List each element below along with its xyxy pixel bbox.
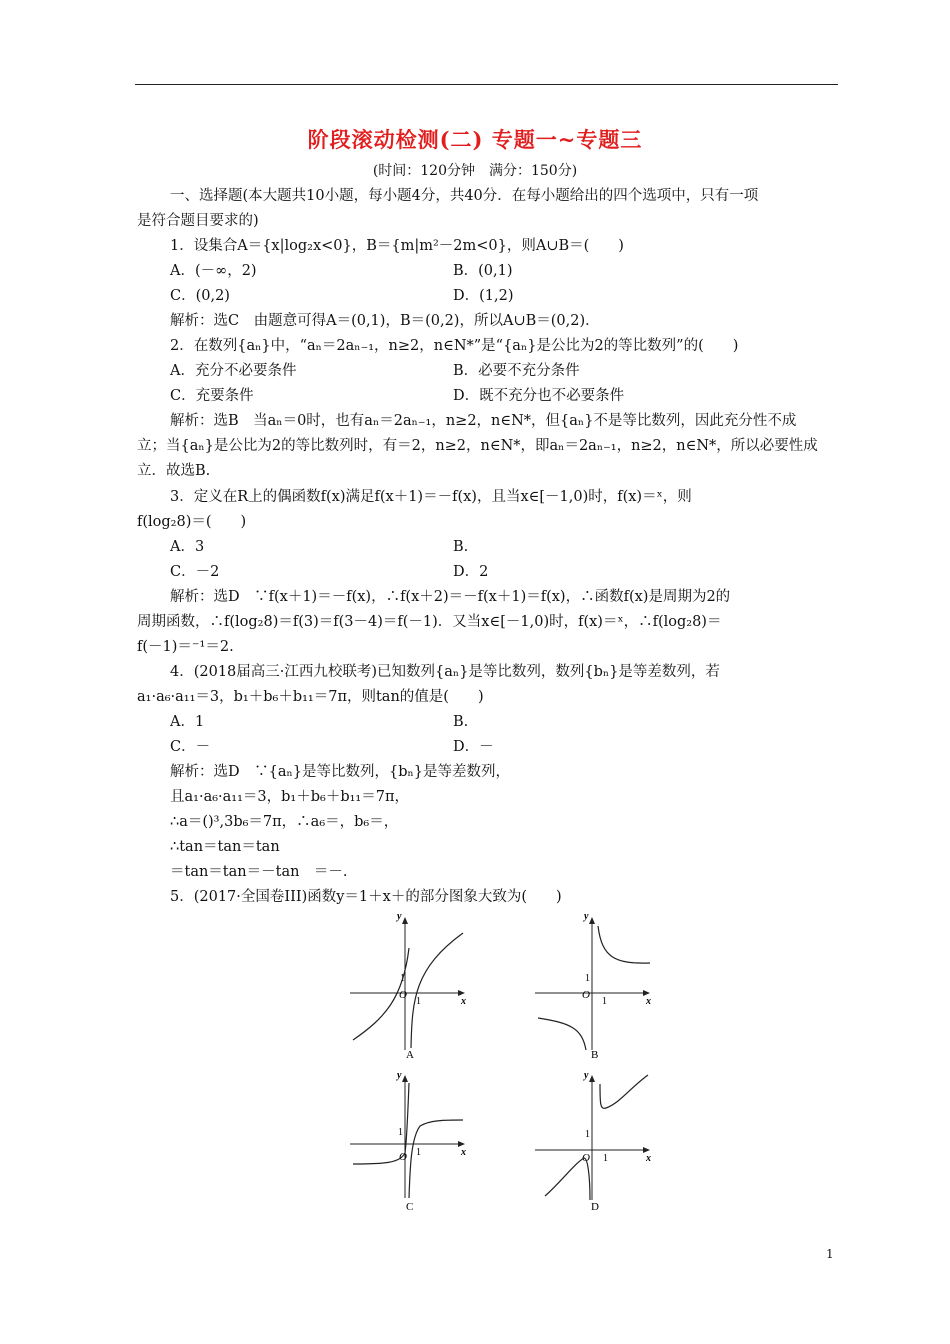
q4-option-b: B. (453, 714, 469, 730)
y-axis-arrow-icon (402, 1075, 408, 1082)
graph-option-d (530, 1068, 660, 1218)
q3-solution-line2: 周期函数，∴f(log₂8)＝f(3)＝f(3－4)＝f(－1)．又当x∈[－1,0)时，f(x)＝ˣ，∴f(log₂8)＝ (137, 614, 722, 630)
q4-solution-line5: ＝tan＝tan＝－tan ＝－. (170, 864, 348, 880)
y-axis-arrow-icon (402, 917, 408, 924)
graph-label-d: D (591, 1201, 599, 1213)
q1-solution: 解析：选C 由题意可得A＝(0,1)，B＝(0,2)，所以A∪B＝(0,2)． (170, 313, 600, 329)
page-subtitle: (时间：120分钟 满分：150分) (372, 163, 578, 179)
section-heading-line1: 一、选择题(本大题共10小题，每小题4分，共40分．在每小题给出的四个选项中，只有一项 (170, 188, 759, 204)
q2-solution-line3: 立．故选B. (137, 463, 211, 479)
q1-option-b: B．(0,1) (453, 263, 513, 279)
q2-option-c: C．充要条件 (170, 388, 254, 404)
q3-solution-line1: 解析：选D ∵f(x＋1)＝－f(x)，∴f(x＋2)＝－f(x＋1)＝f(x)，∴函数f(x)是周期为2的 (170, 589, 731, 605)
y-axis-arrow-icon (589, 1075, 595, 1082)
q3-option-b: B. (453, 539, 469, 555)
q1-option-c: C．(0,2) (170, 288, 230, 304)
q3-solution-line3: f(－1)＝⁻¹＝2. (137, 639, 234, 655)
origin-label: O (582, 989, 590, 1001)
tick-1-x: 1 (416, 996, 421, 1007)
tick-1-y: 1 (585, 973, 590, 984)
section-heading-line2: 是符合题目要求的) (137, 213, 259, 229)
q2-stem: 2．在数列{aₙ}中，“aₙ＝2aₙ₋₁，n≥2，n∈N*”是“{aₙ}是公比为2的等比数列”的( ) (170, 338, 739, 354)
tick-1-x: 1 (416, 1147, 421, 1158)
curve-right-branch (411, 933, 463, 1048)
q2-option-a: A．充分不必要条件 (170, 363, 297, 379)
q4-solution-line4: ∴tan＝tan＝tan (170, 839, 280, 855)
q4-solution-line3: ∴a＝()³,3b₆＝7π，∴a₆＝，b₆＝， (170, 814, 399, 830)
curve-right-branch (409, 1120, 463, 1198)
q2-solution-line1: 解析：选B 当aₙ＝0时，也有aₙ＝2aₙ₋₁，n≥2，n∈N*，但{aₙ}不是等比数列，因此充分性不成 (170, 413, 797, 429)
graph-label-b: B (591, 1049, 599, 1058)
graph-option-b (530, 908, 660, 1058)
q3-option-c: C．－2 (170, 564, 220, 580)
curve-left-branch (538, 1018, 586, 1050)
page-number: 1 (826, 1247, 834, 1261)
y-axis-label: y (584, 1070, 589, 1081)
origin-label: O (399, 989, 407, 1001)
q4-solution-line1: 解析：选D ∵{aₙ}是等比数列，{bₙ}是等差数列， (170, 764, 510, 780)
q5-stem: 5．(2017·全国卷III)函数y＝1＋x＋的部分图象大致为( ) (170, 889, 562, 905)
x-axis-label: x (461, 996, 466, 1007)
graph-option-c (345, 1068, 475, 1218)
q4-stem-line2: a₁·a₆·a₁₁＝3，b₁＋b₆＋b₁₁＝7π，则tan的值是( ) (137, 689, 484, 705)
x-axis-label: x (646, 996, 651, 1007)
q4-solution-line2: 且a₁·a₆·a₁₁＝3，b₁＋b₆＋b₁₁＝7π， (170, 789, 409, 805)
q2-option-d: D．既不充分也不必要条件 (453, 388, 625, 404)
tick-1-x: 1 (603, 1153, 608, 1164)
graph-label-a: A (406, 1049, 414, 1058)
header-rule (135, 84, 838, 85)
curve-right-branch (598, 926, 650, 963)
origin-label: O (582, 1152, 590, 1164)
curve-right-branch (600, 1075, 648, 1108)
curve-left-branch (545, 1158, 590, 1200)
q1-stem: 1．设集合A＝{x|log₂x<0}，B＝{m|m²－2m<0}，则A∪B＝( ) (170, 238, 624, 254)
graph-option-a (345, 908, 475, 1058)
q2-option-b: B．必要不充分条件 (453, 363, 580, 379)
page-title: 阶段滚动检测(二) 专题一~专题三 (307, 127, 643, 152)
q1-option-d: D．(1,2) (453, 288, 514, 304)
q3-stem-line1: 3．定义在R上的偶函数f(x)满足f(x＋1)＝－f(x)，且当x∈[－1,0)时，f(x)＝ˣ，则 (170, 489, 692, 505)
tick-1-y: 1 (398, 1127, 403, 1138)
q1-option-a: A．(－∞，2) (170, 263, 257, 279)
q4-option-a: A．1 (170, 714, 205, 730)
tick-1-y: 1 (585, 1129, 590, 1140)
y-axis-arrow-icon (589, 917, 595, 924)
tick-1-x: 1 (602, 996, 607, 1007)
tick-1-y: 1 (400, 973, 405, 984)
y-axis-label: y (397, 1070, 402, 1081)
graph-label-c: C (406, 1201, 414, 1213)
q4-stem-line1: 4．(2018届高三·江西九校联考)已知数列{aₙ}是等比数列，数列{bₙ}是等差数列，若 (170, 664, 720, 680)
q2-solution-line2: 立；当{aₙ}是公比为2的等比数列时，有＝2，n≥2，n∈N*，即aₙ＝2aₙ₋₁，n≥2，n∈N*，所以必要性成 (137, 438, 818, 454)
q4-option-d: D．－ (453, 739, 494, 755)
q3-option-a: A．3 (170, 539, 205, 555)
q4-option-c: C．－ (170, 739, 211, 755)
q3-stem-line2: f(log₂8)＝( ) (137, 514, 247, 530)
y-axis-label: y (397, 911, 402, 922)
x-axis-label: x (646, 1153, 651, 1164)
x-axis-label: x (461, 1147, 466, 1158)
y-axis-label: y (584, 911, 589, 922)
origin-label: O (399, 1151, 407, 1163)
q3-option-d: D．2 (453, 564, 489, 580)
